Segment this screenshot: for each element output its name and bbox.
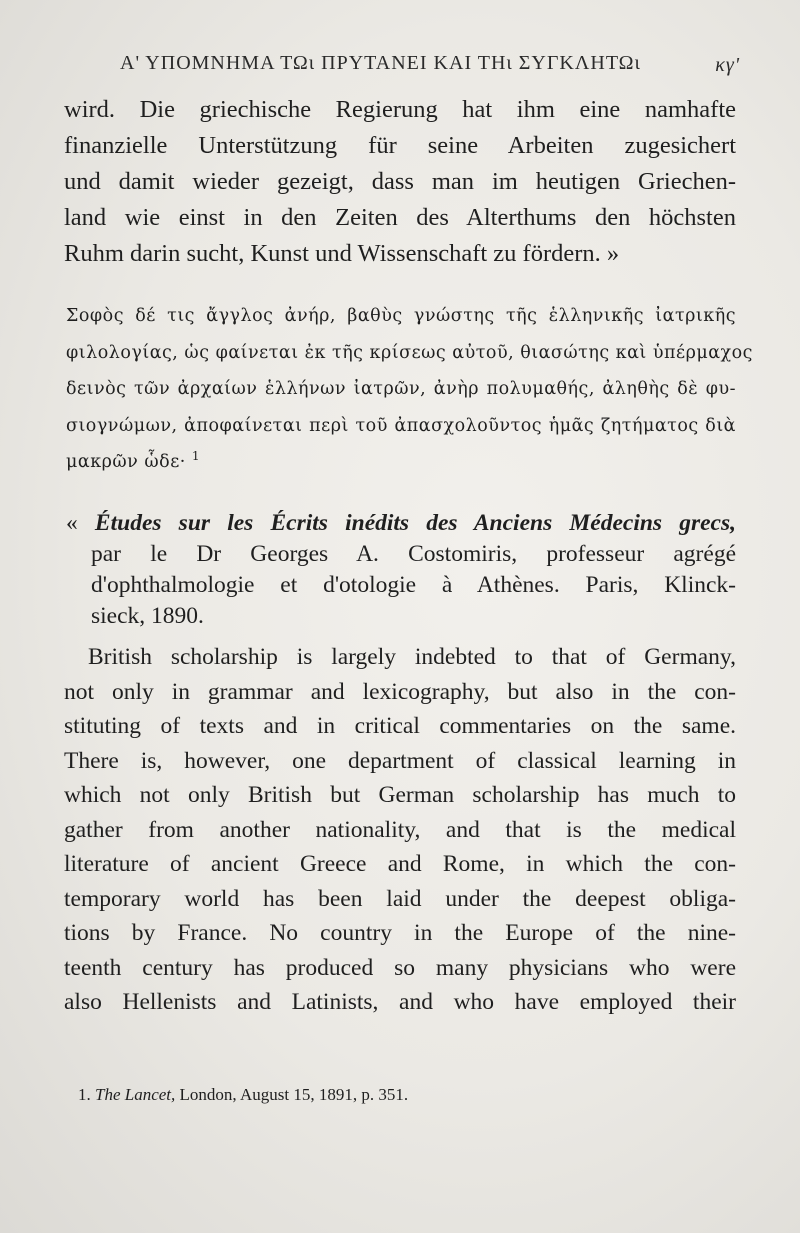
greek-line: φιλολογίας, ὡς φαίνεται ἐκ τῆς κρίσεως αὐτοῦ, θιασώτης καὶ ὑπέρμαχος (66, 342, 753, 363)
footnote-source: The Lancet, (95, 1085, 176, 1104)
text-line: gather from another nationality, and that is the medical (64, 816, 736, 843)
text-line: land wie einst in den Zeiten des Alterthums den höchsten (64, 204, 736, 231)
greek-quote (66, 298, 753, 481)
text-line: teenth century has produced so many physicians who were (64, 954, 736, 981)
text-line: stituting of texts and in critical commentaries on the same. (64, 713, 736, 739)
open-quote: « (66, 510, 78, 536)
text-line: finanzielle Unterstützung für seine Arbeiten zugesichert (64, 132, 736, 159)
page-header (120, 52, 740, 82)
text-line: und damit wieder gezeigt, dass man im heutigen Griechen- (64, 168, 736, 195)
running-title: Α' ΥΠΟΜΝΗΜΑ ΤΩι ΠΡΥΤΑΝΕΙ ΚΑΙ ΤΗι ΣΥΓΚΛΗΤΩι (120, 52, 641, 74)
text-line: also Hellenists and Latinists, and who have employed their (64, 989, 736, 1015)
book-citation (66, 508, 736, 632)
footnote (78, 1083, 578, 1107)
text-line: which not only British but German scholarship has much to (64, 782, 736, 808)
text-line: British scholarship is largely indebted to that of Germany, (88, 644, 736, 670)
greek-line: Σοφὸς δέ τις ἄγγλος ἀνήρ, βαθὺς γνώστης τῆς ἑλληνικῆς ἰατρικῆς (66, 306, 736, 326)
greek-line-last (66, 444, 736, 481)
book-title: Études sur les Écrits inédits des Anciens Médecins grecs, (94, 510, 736, 536)
text-line: temporary world has been laid under the deepest obliga- (64, 885, 736, 912)
citation-title-line (66, 508, 736, 539)
text-line: tions by France. No country in the Europe of the nine- (64, 920, 736, 946)
paragraph-english (64, 640, 736, 1020)
footnote-details: London, August 15, 1891, p. 351. (179, 1085, 409, 1104)
greek-line: σιογνώμων, ἀποφαίνεται περὶ τοῦ ἀπασχολοῦντος ἡμᾶς ζητήματος διὰ (66, 415, 736, 436)
greek-line: δεινὸς τῶν ἀρχαίων ἑλλήνων ἰατρῶν, ἀνὴρ πολυμαθής, ἀληθὴς δὲ φυ- (66, 379, 736, 399)
text-line: not only in grammar and lexicography, but also in the con- (64, 678, 736, 705)
footnote-marker: 1 (191, 449, 201, 464)
citation-line: d'ophthalmologie et d'otologie à Athènes. Paris, Klinck- (91, 572, 736, 598)
text-line: wird. Die griechische Regierung hat ihm eine namhafte (64, 96, 736, 123)
paragraph-german-quote (64, 92, 736, 272)
page-number: κγ' (715, 54, 740, 76)
text-line: literature of ancient Greece and Rome, in which the con- (64, 851, 736, 877)
footnote-number: 1. (78, 1085, 91, 1104)
citation-line: sieck, 1890. (91, 603, 204, 629)
greek-line-text: μακρῶν ὧδε· (66, 452, 186, 472)
citation-line: par le Dr Georges A. Costomiris, professeur agrégé (91, 541, 736, 567)
text-line: Ruhm darin sucht, Kunst und Wissenschaft zu fördern. » (64, 240, 620, 267)
text-line: There is, however, one department of classical learning in (64, 747, 736, 774)
